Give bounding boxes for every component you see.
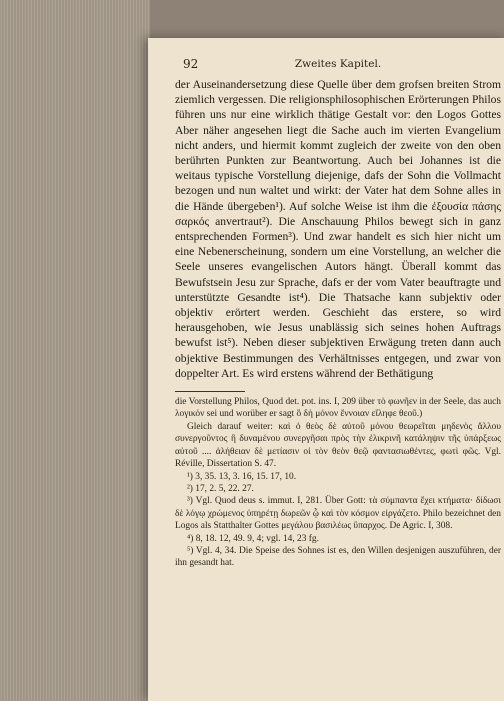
page-content xyxy=(175,57,501,570)
footnotes xyxy=(175,396,501,570)
main-paragraph: der Auseinandersetzung diese Quelle über dem grofsen breiten Strom ziemlich vergessen. Die religionsphilosophischen Erörterungen Philos führen uns nur eine wirklich thätige Gestalt vor: den Logos Gottes Aber näher angesehen liegt die Sache auch im vierten Evangelium nicht anders, und hiermit kommt zugleich der zweite von den oben berührten Punkten zur Beantwortung. Auch bei Johannes ist die weitaus typische Vorstellung diejenige, dafs der Sohn die Vollmacht bezogen und nun waltet und wirkt: der Vater hat dem Sohne alles in die Hände übergeben¹). Auf solche Weise ist ihm die ἐξουσία πάσης σαρκός anvertraut²). Die Anschauung Philos bewegt sich in ganz entsprechenden Formen³). Und zwar handelt es sich hier nicht um eine Nebenerscheinung, sondern um eine Vorstellung, an welcher die Seele unseres evangelischen Autors hängt. Überall kommt das Bewufstsein Jesu zur Sprache, dafs er der vom Vater beauftragte und unterstützte Gesandte ist⁴). Die Thatsache kann subjektiv oder objektiv erörtert werden. Geschieht das erstere, so wird herausgehoben, wie Jesus unablässig sich seines hohen Auftrags bewufst ist⁵). Neben dieser subjektiven Erwägung treten dann auch objektive Bestimmungen des Verhältnisses entgegen, und zwar von doppelter Art. Es wird erstens während der Bethätigung xyxy=(175,78,501,380)
footnote-continued: die Vorstellung Philos, Quod det. pot. ins. I, 209 über τὸ φωνῆεν in der Seele, das auch λογικόν sei und worüber er sagt ὃ δὴ μόνον ἔννοιαν εἴληφε θεοῦ.) xyxy=(175,397,501,420)
footnote-1: ¹) 3, 35. 13, 3. 16, 15. 17, 10. xyxy=(187,471,297,482)
page-edges xyxy=(0,0,150,701)
footnote-5: ⁵) Vgl. 4, 34. Die Speise des Sohnes ist es, den Willen desjenigen auszuführen, der ihn gesandt hat. xyxy=(175,545,501,569)
page-header xyxy=(175,57,501,77)
footnote-2: ²) 17, 2. 5, 22. 27. xyxy=(187,483,254,494)
running-head: Zweites Kapitel. xyxy=(294,58,382,70)
book-page xyxy=(148,38,504,701)
footnote-rule xyxy=(175,391,245,392)
footnote-4: ⁴) 8, 18. 12, 49. 9, 4; vgl. 14, 23 fg. xyxy=(187,533,319,544)
footnote-3: ³) Vgl. Quod deus s. immut. I, 281. Über Gott: τὰ σύμπαντα ἔχει κτήματα· δίδωσι δὲ λόγῳ χρώμενος ὑπηρέτῃ δωρεῶν ᾧ καὶ τὸν κόσμον εἰργάζετο. Philo bezeichnet den Logos als Statthalter Gottes μεγάλου βασιλέως ὕπαρχος. De Agric. I, 308. xyxy=(175,496,501,532)
main-text xyxy=(175,77,501,381)
footnote-continued-2: Gleich darauf weiter: καὶ ὁ θεὸς δὲ αὐτοῦ μόνου θεωρεῖται μηδενὸς ἄλλου συνεργοῦντος ἢ δυναμένου συνεργῆσαι πρὸς τὴν ἐλικρινῆ κατάληψιν τῆς ὑπάρξεως αὐτοῦ .... ἀλήθειαν δὲ μετίασιν οἱ τὸν θεὸν θεῷ φαντασιωθέντες, φωτὶ φῶς. Vgl. Réville, Dissertation S. 47. xyxy=(175,421,501,470)
page-number: 92 xyxy=(183,57,199,71)
